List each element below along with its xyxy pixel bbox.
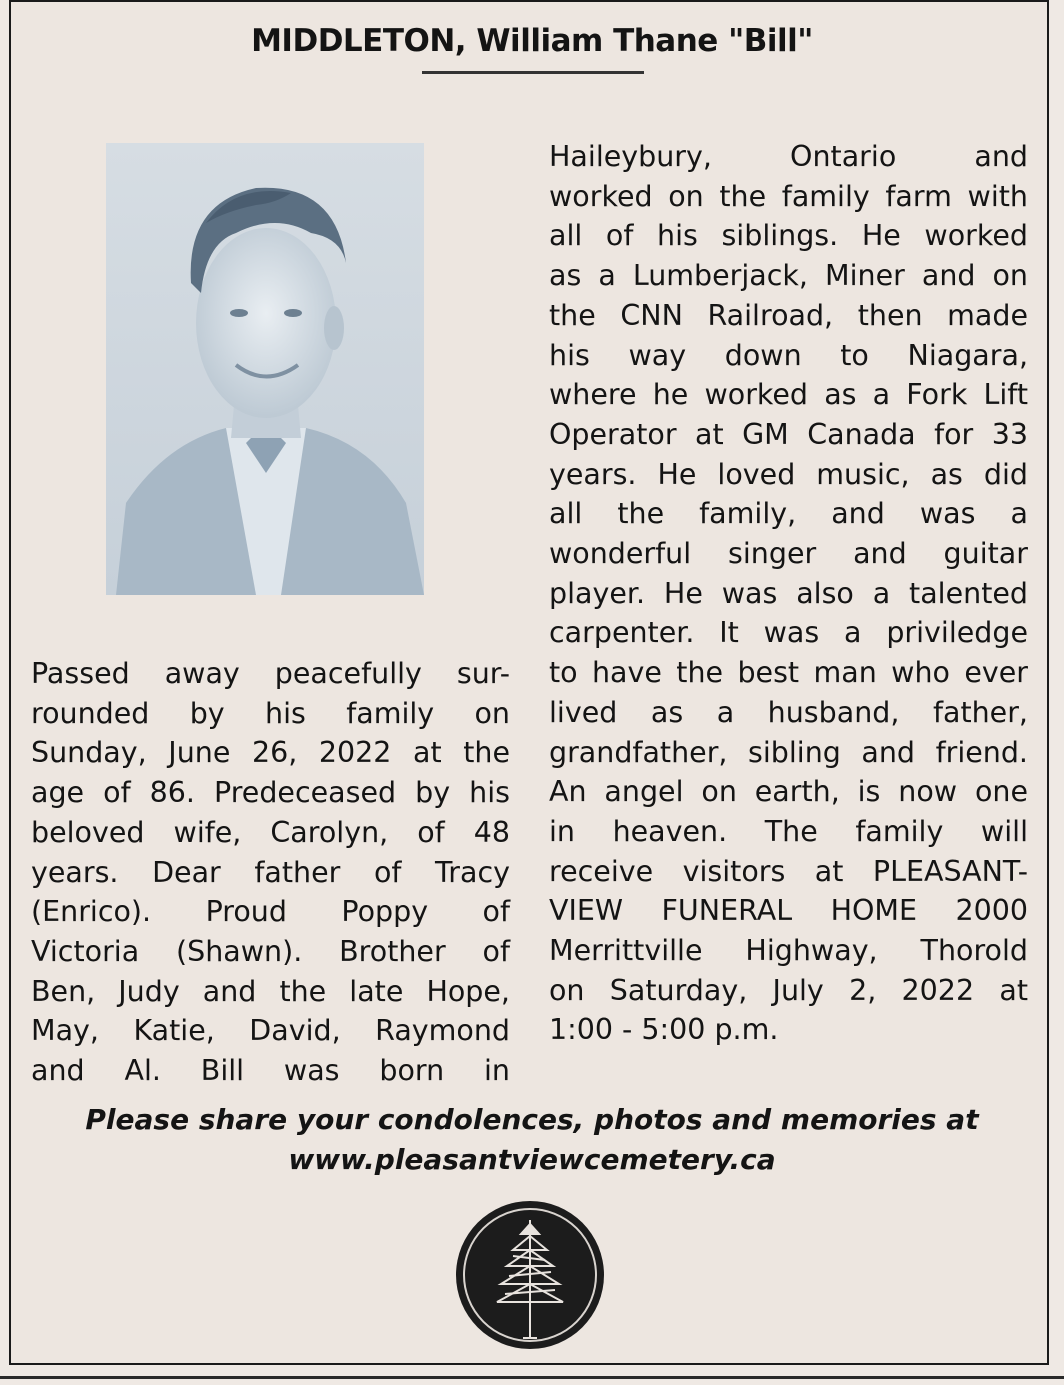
portrait-photo-graphic [106,143,424,595]
text-line: all the family, and was a [549,497,1028,531]
text-line: May, Katie, David, Raymond [31,1014,510,1048]
text-line: in heaven. The family will [549,814,1028,848]
text-line: lived as a husband, father, [549,695,1028,729]
text-line: 1:00 - 5:00 p.m. [549,1013,779,1047]
text-line: rounded by his family on [31,696,510,730]
text-line: grandfather, sibling and friend. [549,735,1028,769]
text-line: worked on the family farm with [549,179,1028,213]
text-line: receive visitors at PLEASANT- [549,854,1028,888]
text-line: on Saturday, July 2, 2022 at [549,973,1028,1007]
text-line: all of his siblings. He worked [549,219,1028,253]
text-line: Operator at GM Canada for 33 [549,417,1028,451]
tree-emblem-icon [453,1198,607,1352]
text-line: and Al. Bill was born in [31,1054,510,1088]
text-line: as a Lumberjack, Miner and on [549,259,1028,293]
text-line: VIEW FUNERAL HOME 2000 [549,894,1028,928]
text-line: years. Dear father of Tracy [31,855,510,889]
text-line: carpenter. It was a priviledge [549,616,1028,650]
text-line: Passed away peacefully sur- [31,657,510,690]
portrait-photo [106,143,424,595]
website-link[interactable]: www.pleasantviewcemetery.ca [288,1143,776,1176]
page-bottom-rule [0,1376,1064,1379]
text-line: Ben, Judy and the late Hope, [31,974,510,1008]
text-line: age of 86. Predeceased by his [31,776,510,810]
title-underline [422,71,644,74]
obituary-text-right [549,137,1028,1050]
text-line: the CNN Railroad, then made [549,298,1028,332]
text-line: years. He loved music, as did [549,457,1028,491]
text-line: Haileybury, Ontario and [549,140,1028,173]
text-line: to have the best man who ever [549,656,1028,690]
condolences-text: Please share your condolences, photos and memories at [85,1103,979,1136]
text-line: beloved wife, Carolyn, of 48 [31,815,510,849]
text-line: player. He was also a talented [549,576,1028,610]
text-line: Sunday, June 26, 2022 at the [31,736,510,770]
text-line: where he worked as a Fork Lift [549,378,1028,412]
text-line: (Enrico). Proud Poppy of [31,895,510,929]
text-line: wonderful singer and guitar [549,537,1028,571]
text-line: An angel on earth, is now one [549,775,1028,809]
obituary-title: MIDDLETON, William Thane "Bill" [251,23,813,59]
text-line: his way down to Niagara, [549,338,1028,372]
obituary-text-left [31,654,510,1091]
text-line: Merrittville Highway, Thorold [549,934,1028,968]
text-line: Victoria (Shawn). Brother of [31,934,510,968]
